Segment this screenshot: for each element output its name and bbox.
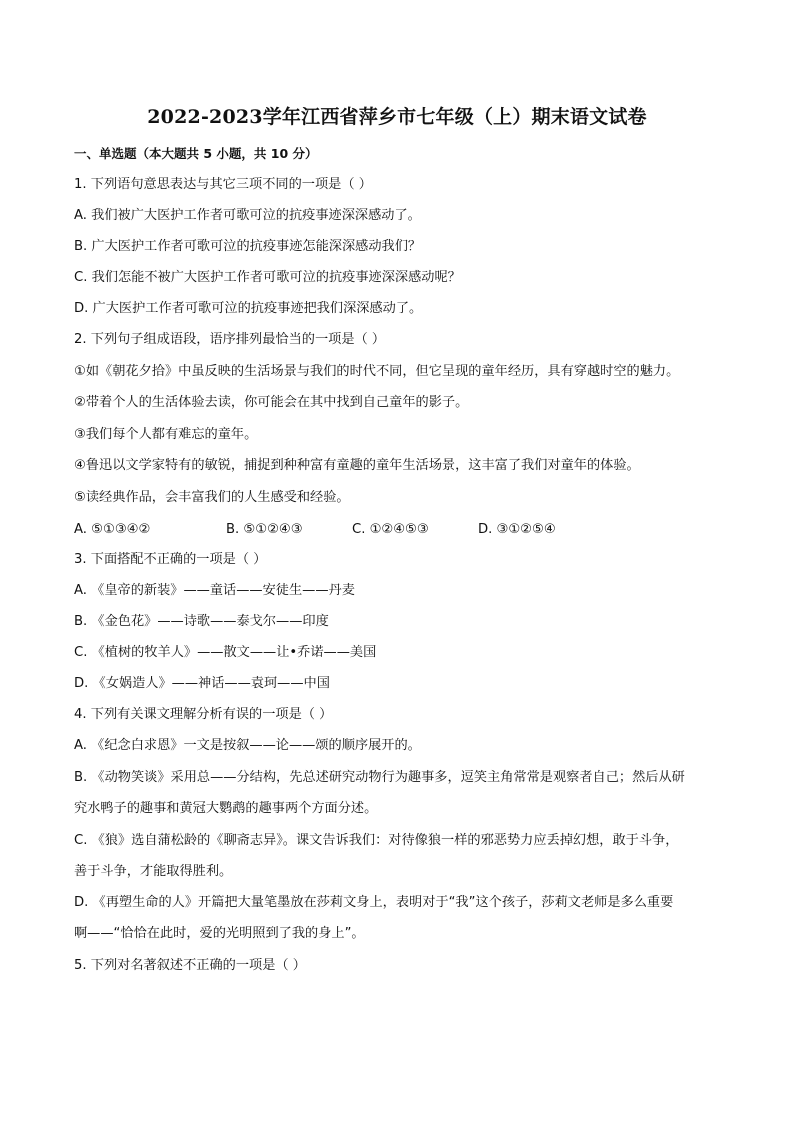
question-5-stem: 5. 下列对名著叙述不正确的一项是（ ） <box>74 958 306 973</box>
question-1-stem: 1. 下列语句意思表达与其它三项不同的一项是（ ） <box>74 177 372 192</box>
question-4-option-b-line-2: 究水鸭子的趣事和黄冠大鹦鹉的趣事两个方面分述。 <box>74 801 378 816</box>
question-2-sentence-3: ③我们每个人都有难忘的童年。 <box>74 427 258 442</box>
question-2-option-b: B. ⑤①②④③ <box>226 522 303 537</box>
question-2-sentence-4: ④鲁迅以文学家特有的敏锐，捕捉到种种富有童趣的童年生活场景，这丰富了我们对童年的体验。 <box>74 458 640 473</box>
question-3-option-c: C. 《植树的牧羊人》——散文——让•乔诺——美国 <box>74 645 377 660</box>
question-4-stem: 4. 下列有关课文理解分析有误的一项是（ ） <box>74 707 333 722</box>
question-3-option-b: B. 《金色花》——诗歌——泰戈尔——印度 <box>74 614 329 629</box>
question-3-stem: 3. 下面搭配不正确的一项是（ ） <box>74 552 267 567</box>
question-3-option-a: A. 《皇帝的新装》——童话——安徒生——丹麦 <box>74 583 355 598</box>
question-1-option-d: D. 广大医护工作者可歌可泣的抗疫事迹把我们深深感动了。 <box>74 301 423 316</box>
question-1-option-b: B. 广大医护工作者可歌可泣的抗疫事迹怎能深深感动我们？ <box>74 239 422 254</box>
question-2-stem: 2. 下列句子组成语段，语序排列最恰当的一项是（ ） <box>74 332 386 347</box>
question-2-sentence-1: ①如《朝花夕拾》中虽反映的生活场景与我们的时代不同，但它呈现的童年经历，具有穿越时空的魅力。 <box>74 364 680 379</box>
question-1-option-c: C. 我们怎能不被广大医护工作者可歌可泣的抗疫事迹深深感动呢？ <box>74 270 461 285</box>
question-3-option-d: D. 《女娲造人》——神话——袁珂——中国 <box>74 676 330 691</box>
section-heading: 一、单选题（本大题共 5 小题，共 10 分） <box>74 146 318 161</box>
exam-title: 2022-2023学年江西省萍乡市七年级（上）期末语文试卷 <box>147 106 647 128</box>
question-4-option-c-line-1: C. 《狼》选自蒲松龄的《聊斋志异》。课文告诉我们：对待像狼一样的邪恶势力应丢掉幻想，敢于斗争， <box>74 833 679 848</box>
question-2-option-c: C. ①②④⑤③ <box>352 522 429 537</box>
question-2-option-d: D. ③①②⑤④ <box>478 522 556 537</box>
question-4-option-a: A. 《纪念白求恩》一文是按叙——论——颂的顺序展开的。 <box>74 738 421 753</box>
question-2-sentence-5: ⑤读经典作品，会丰富我们的人生感受和经验。 <box>74 490 350 505</box>
question-4-option-d-line-2: 啊——“恰恰在此时，爱的光明照到了我的身上”。 <box>74 926 365 941</box>
question-4-option-b-line-1: B. 《动物笑谈》采用总——分结构，先总述研究动物行为趣事多，逗笑主角常常是观察者自己；然后从研 <box>74 770 685 785</box>
question-2-option-a: A. ⑤①③④② <box>74 522 151 537</box>
question-4-option-d-line-1: D. 《再塑生命的人》开篇把大量笔墨放在莎莉文身上，表明对于“我”这个孩子，莎莉文老师是多么重要 <box>74 895 674 910</box>
question-2-sentence-2: ②带着个人的生活体验去读，你可能会在其中找到自己童年的影子。 <box>74 395 469 410</box>
question-4-option-c-line-2: 善于斗争，才能取得胜利。 <box>74 864 233 879</box>
question-1-option-a: A. 我们被广大医护工作者可歌可泣的抗疫事迹深深感动了。 <box>74 208 421 223</box>
